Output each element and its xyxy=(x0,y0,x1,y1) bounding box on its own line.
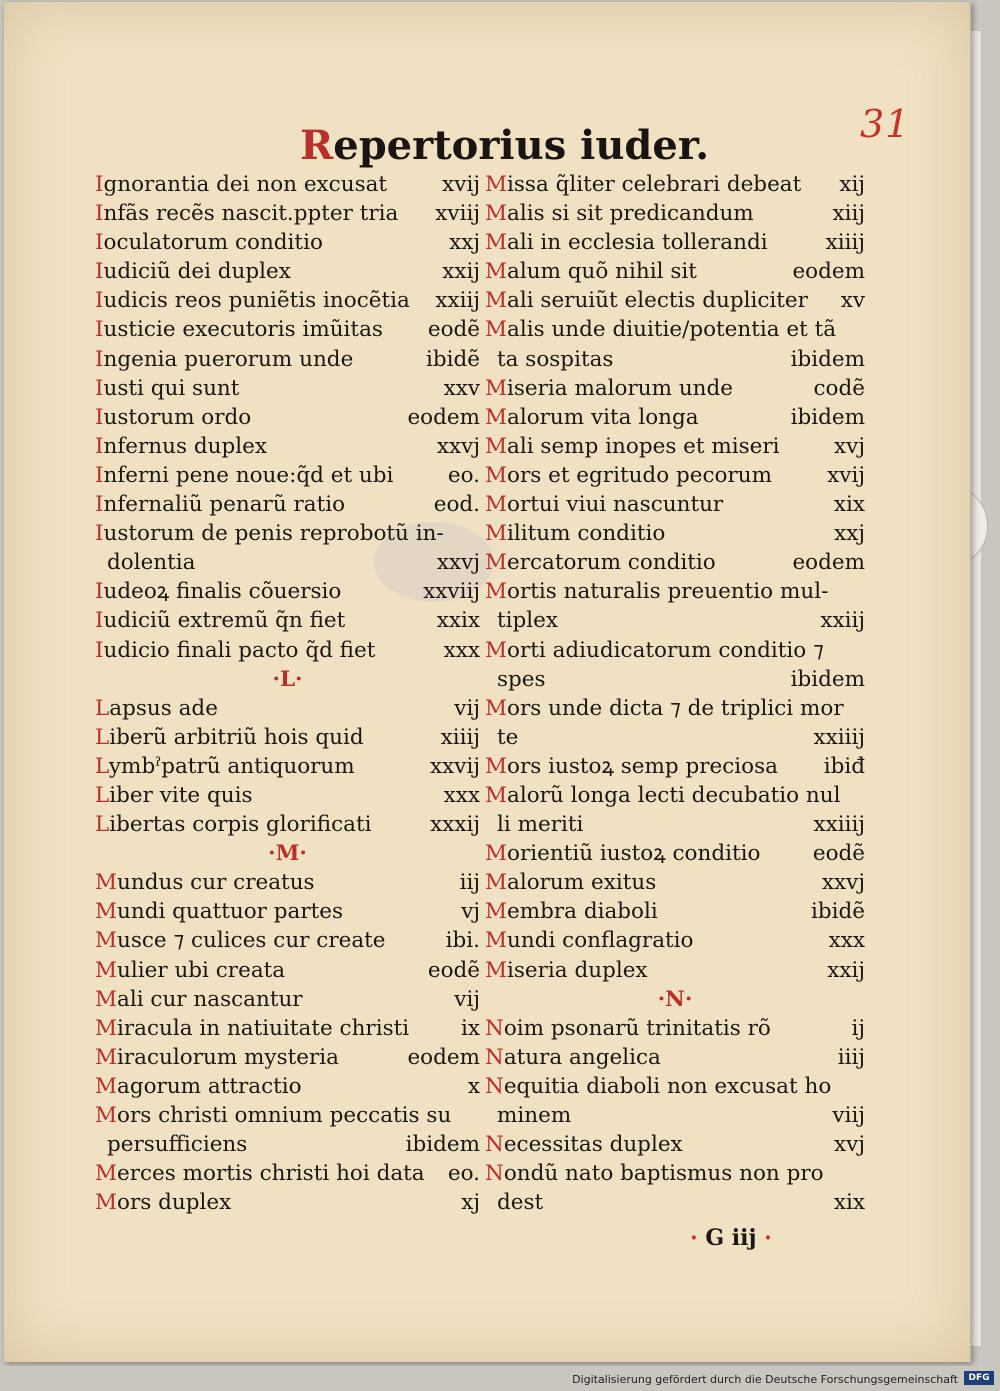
entry-text: Mali seruiũt electis dupliciter xyxy=(485,288,808,314)
index-entry xyxy=(95,1188,480,1217)
index-entry xyxy=(95,868,480,897)
index-entry xyxy=(485,286,865,315)
index-entry xyxy=(485,432,865,461)
index-entry xyxy=(95,752,480,781)
entry-text: Mortis naturalis preuentio mul- xyxy=(485,579,829,605)
index-entry xyxy=(95,228,480,257)
index-entry xyxy=(95,199,480,228)
folio-number: 31 xyxy=(860,102,911,146)
entry-text: Infernus duplex xyxy=(95,433,267,459)
entry-text: Liberũ arbitriũ hois quid xyxy=(95,724,364,750)
signature-mark: · G iij · xyxy=(690,1225,772,1251)
section-letter-text: ·L· xyxy=(272,666,303,692)
index-entry xyxy=(95,606,480,635)
index-entry xyxy=(95,170,480,199)
entry-text: Miraculorum mysteria xyxy=(95,1044,339,1070)
entry-text: Mundi quattuor partes xyxy=(95,899,344,925)
funding-note: Digitalisierung gefördert durch die Deutsche Forschungsgemeinschaft xyxy=(572,1373,958,1386)
index-entry xyxy=(95,577,480,606)
entry-reference: eodem xyxy=(792,259,865,285)
entry-reference: xxviij xyxy=(423,579,480,605)
index-entry xyxy=(95,956,480,985)
index-entry xyxy=(485,781,865,810)
index-entry xyxy=(485,1072,865,1101)
entry-text: Lapsus ade xyxy=(95,695,218,721)
entry-reference: xxij xyxy=(827,957,865,983)
entry-reference: xxvj xyxy=(436,433,480,459)
entry-reference: xxj xyxy=(449,230,480,256)
entry-text: Inferni pene noue:q̃d et ubi xyxy=(95,462,394,488)
index-entry xyxy=(485,490,865,519)
entry-reference: xix xyxy=(833,1190,865,1216)
index-entry xyxy=(95,694,480,723)
entry-text: Mulier ubi creata xyxy=(95,957,286,983)
index-column-left xyxy=(95,170,480,1217)
entry-text: Malorum exitus xyxy=(485,870,657,896)
entry-text: ta sospitas xyxy=(497,346,614,372)
entry-text: Miseria duplex xyxy=(485,957,648,983)
index-entry xyxy=(485,1014,865,1043)
dfg-logo: DFG xyxy=(964,1371,994,1385)
index-entry xyxy=(485,868,865,897)
entry-text: Libertas corpis glorificati xyxy=(95,812,372,838)
entry-text: Malis unde diuitie/potentia et tã xyxy=(485,317,837,343)
entry-reference: xxiij xyxy=(820,608,865,634)
entry-text: Miracula in natiuitate christi xyxy=(95,1015,410,1041)
entry-text: spes xyxy=(497,666,546,692)
entry-reference: xxix xyxy=(436,608,480,634)
entry-reference: eodẽ xyxy=(812,841,865,867)
entry-text: Morientiũ iustoꝝ conditio xyxy=(485,841,761,867)
entry-text: Merces mortis christi hoi data xyxy=(95,1161,425,1187)
entry-text: Militum conditio xyxy=(485,521,666,547)
index-entry xyxy=(485,1130,865,1159)
index-entry xyxy=(95,345,480,374)
index-entry xyxy=(485,1043,865,1072)
entry-text: Iudicio finali pacto q̃d fiet xyxy=(95,637,376,663)
section-letter xyxy=(95,665,480,694)
index-entry xyxy=(485,577,865,606)
entry-reference: ibidem xyxy=(790,404,865,430)
index-entry xyxy=(485,956,865,985)
index-column-right xyxy=(485,170,865,1217)
entry-text: dest xyxy=(497,1190,544,1216)
entry-reference: eodẽ xyxy=(427,957,480,983)
index-entry xyxy=(95,1101,480,1130)
entry-reference: xix xyxy=(833,492,865,518)
entry-reference: xxiiij xyxy=(813,724,865,750)
index-entry xyxy=(95,810,480,839)
entry-text: Necessitas duplex xyxy=(485,1132,683,1158)
entry-text: Mundus cur creatus xyxy=(95,870,315,896)
entry-reference: xxx xyxy=(828,928,865,954)
index-entry xyxy=(95,519,480,548)
entry-text: Liber vite quis xyxy=(95,782,253,808)
entry-text: Mors iustoꝝ semp preciosa xyxy=(485,753,778,779)
entry-text: Lymbˀpatrũ antiquorum xyxy=(95,753,355,779)
entry-reference: codẽ xyxy=(813,375,865,401)
entry-reference: xxxij xyxy=(430,812,480,838)
entry-reference: ibidẽ xyxy=(810,899,865,925)
entry-text: Mali in ecclesia tollerandi xyxy=(485,230,768,256)
entry-reference: ibidem xyxy=(790,346,865,372)
entry-reference: xxj xyxy=(834,521,865,547)
entry-reference: xj xyxy=(461,1190,480,1216)
entry-text: Malum quõ nihil sit xyxy=(485,259,697,285)
index-entry xyxy=(95,1014,480,1043)
section-letter xyxy=(485,985,865,1014)
section-letter-text: ·N· xyxy=(657,986,693,1012)
index-entry xyxy=(95,548,480,577)
section-letter-text: ·M· xyxy=(268,841,307,867)
entry-reference: vj xyxy=(461,899,480,925)
index-entry xyxy=(95,286,480,315)
entry-text: Nondũ nato baptismus non pro xyxy=(485,1161,824,1187)
index-entry xyxy=(95,636,480,665)
entry-reference: ij xyxy=(851,1015,865,1041)
entry-text: Iudeoꝝ finalis cõuersio xyxy=(95,579,342,605)
index-entry xyxy=(95,315,480,344)
index-entry xyxy=(95,374,480,403)
index-entry xyxy=(485,403,865,432)
entry-text: Natura angelica xyxy=(485,1044,661,1070)
index-entry xyxy=(485,665,865,694)
index-entry xyxy=(95,1043,480,1072)
entry-reference: xiij xyxy=(832,201,865,227)
entry-text: Mortui viui nascuntur xyxy=(485,492,724,518)
index-entry xyxy=(485,606,865,635)
index-entry xyxy=(95,781,480,810)
entry-reference: ibi. xyxy=(445,928,480,954)
entry-text: Ignorantia dei non excusat xyxy=(95,172,388,197)
index-entry xyxy=(95,1072,480,1101)
entry-reference: vij xyxy=(454,695,480,721)
entry-text: Iustorum ordo xyxy=(95,404,252,430)
entry-reference: xxx xyxy=(443,637,480,663)
entry-text: Iudiciũ dei duplex xyxy=(95,259,291,285)
index-entry xyxy=(95,985,480,1014)
index-entry xyxy=(485,1159,865,1188)
index-entry xyxy=(485,548,865,577)
entry-text: Mali cur nascantur xyxy=(95,986,303,1012)
entry-text: Infãs recẽs nascit.ppter tria xyxy=(95,201,399,227)
entry-text: Magorum attractio xyxy=(95,1073,302,1099)
index-entry xyxy=(485,315,865,344)
index-entry xyxy=(95,926,480,955)
index-entry xyxy=(485,345,865,374)
entry-text: tiplex xyxy=(497,608,559,634)
entry-text: Mali semp inopes et miseri xyxy=(485,433,780,459)
entry-text: Nequitia diaboli non excusat ho xyxy=(485,1073,832,1099)
index-entry xyxy=(95,257,480,286)
entry-reference: xxiij xyxy=(435,288,480,314)
entry-text: Mundi conflagratio xyxy=(485,928,694,954)
entry-text: dolentia xyxy=(107,550,196,576)
index-entry xyxy=(485,897,865,926)
entry-reference: eo. xyxy=(447,462,480,488)
entry-reference: xvj xyxy=(834,433,865,459)
entry-reference: eo. xyxy=(447,1161,480,1187)
entry-reference: eodem xyxy=(792,550,865,576)
index-entry xyxy=(95,432,480,461)
entry-text: Mors unde dicta ⁊ de triplici mor xyxy=(485,695,844,721)
entry-text: Ioculatorum conditio xyxy=(95,230,323,256)
entry-reference: xvj xyxy=(834,1132,865,1158)
index-entry xyxy=(485,228,865,257)
entry-text: Mors duplex xyxy=(95,1190,232,1216)
entry-text: Mercatorum conditio xyxy=(485,550,716,576)
entry-reference: iiij xyxy=(837,1044,865,1070)
entry-text: Malis si sit predicandum xyxy=(485,201,754,227)
entry-text: Morti adiudicatorum conditio ⁊ xyxy=(485,637,824,663)
entry-reference: xxiiij xyxy=(813,812,865,838)
index-entry xyxy=(95,490,480,519)
entry-reference: ix xyxy=(460,1015,480,1041)
index-entry xyxy=(485,810,865,839)
entry-reference: eodem xyxy=(407,404,480,430)
entry-text: te xyxy=(497,724,519,750)
entry-reference: xxvij xyxy=(430,753,480,779)
index-entry xyxy=(485,170,865,199)
entry-reference: xv xyxy=(840,288,865,314)
footer-bar xyxy=(0,1366,1000,1391)
index-entry xyxy=(95,461,480,490)
index-entry xyxy=(485,752,865,781)
section-letter xyxy=(95,839,480,868)
signature-text: G iij xyxy=(705,1225,757,1251)
page-title: Repertorius iuder. xyxy=(300,122,710,169)
entry-reference: xvij xyxy=(442,172,480,197)
entry-text: Musce ⁊ culices cur create xyxy=(95,928,386,954)
entry-reference: iij xyxy=(459,870,480,896)
entry-text: persufficiens xyxy=(107,1132,248,1158)
entry-text: Missa q̃liter celebrari debeat xyxy=(485,172,802,197)
entry-reference: eod. xyxy=(433,492,480,518)
index-entry xyxy=(485,199,865,228)
entry-reference: xiiij xyxy=(825,230,865,256)
entry-text: Ingenia puerorum unde xyxy=(95,346,354,372)
entry-text: Iusticie executoris imũitas xyxy=(95,317,383,343)
entry-text: Infernaliũ penarũ ratio xyxy=(95,492,346,518)
index-entry xyxy=(485,636,865,665)
entry-text: Iustorum de penis reprobotũ in- xyxy=(95,521,444,547)
entry-reference: viij xyxy=(832,1103,865,1128)
entry-text: Noim psonarũ trinitatis rõ xyxy=(485,1015,771,1041)
index-entry xyxy=(95,1130,480,1159)
entry-reference: xxvj xyxy=(821,870,865,896)
entry-reference: ibiđ xyxy=(823,753,865,779)
entry-reference: xxij xyxy=(442,259,480,285)
index-entry xyxy=(485,694,865,723)
entry-reference: ibidem xyxy=(790,666,865,692)
entry-text: Malorũ longa lecti decubatio nul xyxy=(485,782,841,808)
entry-reference: xxx xyxy=(443,782,480,808)
entry-text: Iusti qui sunt xyxy=(95,375,240,401)
index-entry xyxy=(485,1188,865,1217)
entry-reference: xij xyxy=(839,172,865,197)
index-entry xyxy=(485,723,865,752)
index-entry xyxy=(485,926,865,955)
entry-text: Mors et egritudo pecorum xyxy=(485,462,772,488)
index-entry xyxy=(485,519,865,548)
entry-text: minem xyxy=(497,1103,572,1128)
entry-reference: xxv xyxy=(443,375,480,401)
entry-text: Membra diaboli xyxy=(485,899,658,925)
entry-text: Mors christi omnium peccatis su xyxy=(95,1103,452,1128)
entry-reference: eodem xyxy=(407,1044,480,1070)
entry-reference: ibidem xyxy=(405,1132,480,1158)
entry-reference: xxvj xyxy=(436,550,480,576)
index-entry xyxy=(95,1159,480,1188)
entry-text: li meriti xyxy=(497,812,584,838)
index-entry xyxy=(485,257,865,286)
entry-reference: xiiij xyxy=(440,724,480,750)
entry-reference: xviij xyxy=(435,201,480,227)
index-entry xyxy=(485,374,865,403)
entry-reference: xvij xyxy=(827,462,865,488)
entry-text: Iudiciũ extremũ q̃n fiet xyxy=(95,608,346,634)
entry-text: Malorum vita longa xyxy=(485,404,699,430)
entry-reference: x xyxy=(467,1073,480,1099)
entry-text: Miseria malorum unde xyxy=(485,375,734,401)
entry-reference: ibidẽ xyxy=(425,346,480,372)
index-entry xyxy=(95,403,480,432)
index-entry xyxy=(485,461,865,490)
index-entry xyxy=(95,897,480,926)
index-entry xyxy=(485,1101,865,1130)
entry-reference: vij xyxy=(454,986,480,1012)
entry-text: Iudicis reos puniẽtis inocẽtia xyxy=(95,288,410,314)
index-entry xyxy=(485,839,865,868)
entry-reference: eodẽ xyxy=(427,317,480,343)
index-entry xyxy=(95,723,480,752)
